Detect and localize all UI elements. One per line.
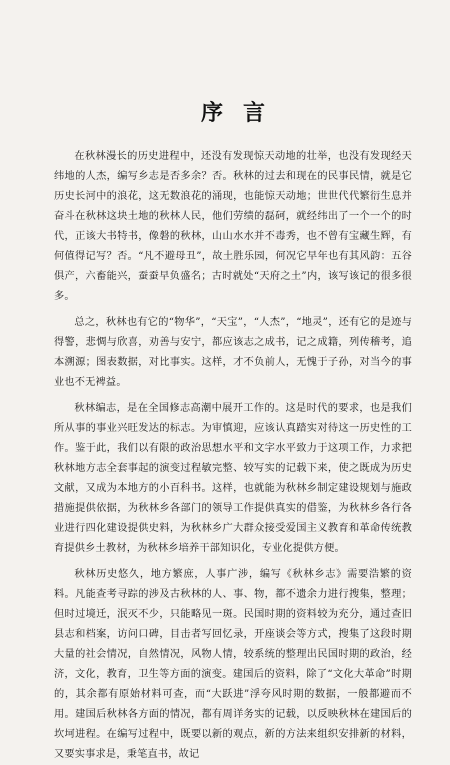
page-title: 序言 — [200, 100, 285, 126]
preface-body — [54, 147, 412, 765]
paragraph: 总之，秋林也有它的“物华”，“天宝”，“人杰”，“地灵”，还有它的是迹与得警，悲惆与欣喜，劝善与安宁，都应该志之成书，记之成籍，列传稽考，追本溯源；图表数据，对比事实。这样，才不负前人，无愧于子孙，对当今的事业也不无裨益。 — [54, 317, 412, 388]
paragraph: 秋林历史悠久，地方繁庶，人事广涉，编写《秋林乡志》需要浩繁的资料。凡能查考寻踪的涉及古秋林的人、事、物，都不遗余力进行搜集，整理；但时过境迁，泯灭不少，只能略见一斑。民国时期的资料较为充分，通过查旧县志和档案，访问口碑，目击者写回忆录，开座谈会等方式，搜集了这段时期大量的社会情况，自然情况，风物人情，较系统的整理出民国时期的政治，经济，文化，教育，卫生等方面的演变。建国后的资料，除了“文化大革命”时期的，其余都有原始材料可查，而“大跃进”浮夸风时期的数据，一般都避而不用。建国后秋林各方面的情况，都有周详务实的记载，以反映秋林在建国后的坎坷进程。在编写过程中，既要以新的观点，新的方法来组织安排新的材料，又要实事求是，秉笔直书，故记 — [54, 569, 412, 760]
paragraph: 在秋林漫长的历史进程中，还没有发现惊天动地的壮举，也没有发现经天纬地的人杰，编写乡志是否多余？否。秋林的过去和现在的民事民情，就是它历史长河中的浪花，这无数浪花的涌现，也能惊天动地；世世代代繁衍生息并奋斗在秋林这块土地的秋林人民，他们劳绩的磊砢，就经纬出了一个一个的时代，正该大书特书，像磐的秋林，山山水水并不毒秀，也不曾有宝藏生辉，有何值得记写？否。“凡不避母丑”，故土胜乐园，何况它早年也有其风韵：五谷俱产，六畜能兴，蚕蚕早负盛名；古时就处“天府之土”内，该写该记的很多很多。 — [54, 151, 412, 302]
paragraph: 秋林编志，是在全国修志高潮中展开工作的。这是时代的要求，也是我们所从事的事业兴旺发达的标志。为审慎迎，应该认真踏实对待这一历史性的工作。鉴于此，我们以有限的政治思想水平和文字水平致力于这项工作，力求把秋林地方志全套事起的演变过程敏完整、较写实的记载下来，使之既成为历史文献，又成为本地方的小百科书。这样，也就能为秋林乡制定建设规划与施政措施提供依据，为秋林乡各部门的领导工作提供真实的借鉴，为秋林乡各行各业进行四化建设提供史料，为秋林乡广大群众接受爱国主义教育和革命传统教育提供乡土教材，为秋林乡培养干部知识化，专业化提供方便。 — [54, 403, 412, 554]
